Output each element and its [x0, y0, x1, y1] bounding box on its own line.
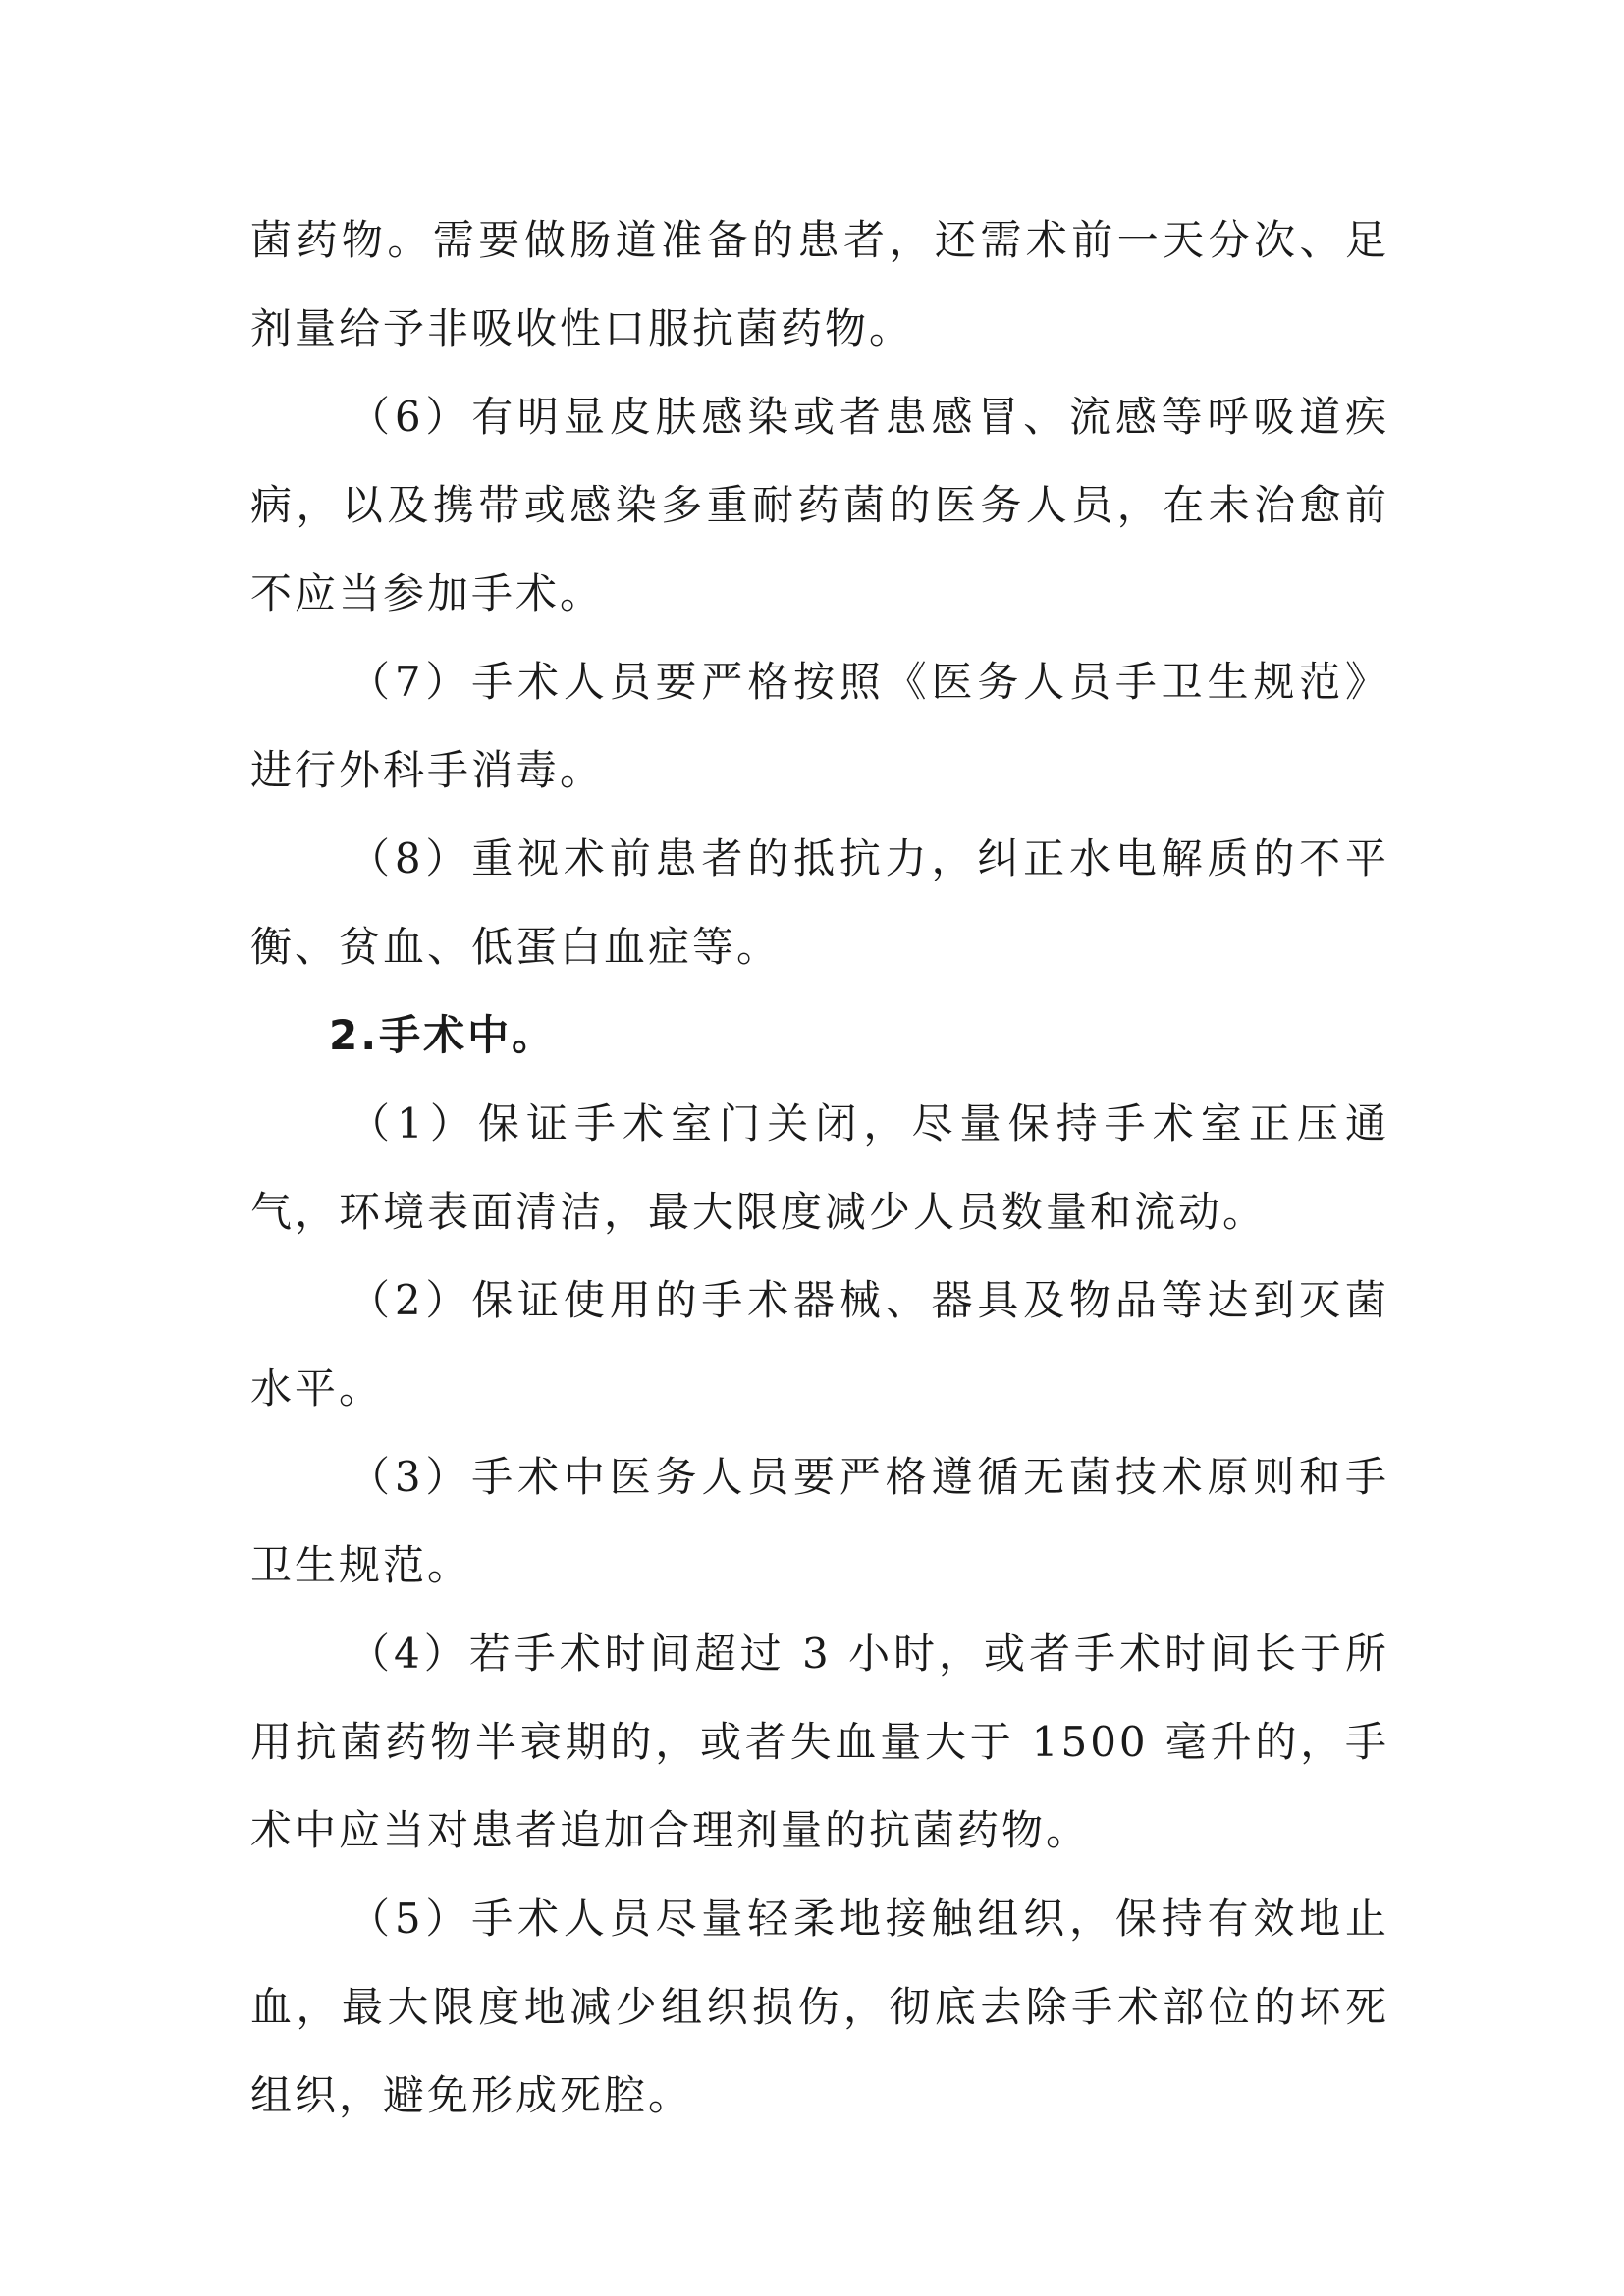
paragraph-item-8: （8）重视术前患者的抵抗力，纠正水电解质的不平衡、贫血、低蛋白血症等。 — [250, 834, 1389, 971]
document-body — [250, 196, 1389, 2140]
paragraph-item-2: （2）保证使用的手术器械、器具及物品等达到灭菌水平。 — [250, 1276, 1389, 1413]
paragraph-item-5: （5）手术人员尽量轻柔地接触组织，保持有效地止血，最大限度地减少组织损伤，彻底去除手术部位的坏死组织，避免形成死腔。 — [250, 1895, 1389, 2119]
section-heading-intraoperative: 2.手术中。 — [329, 1011, 557, 1059]
paragraph-item-7: （7）手术人员要严格按照《医务人员手卫生规范》进行外科手消毒。 — [250, 658, 1389, 794]
paragraph-item-1: （1）保证手术室门关闭，尽量保持手术室正压通气，环境表面清洁，最大限度减少人员数量和流动。 — [250, 1099, 1389, 1236]
paragraph-item-4: （4）若手术时间超过 3 小时，或者手术时间长于所用抗菌药物半衰期的，或者失血量大于 1500 毫升的，手术中应当对患者追加合理剂量的抗菌药物。 — [250, 1629, 1389, 1854]
paragraph-continuation: 菌药物。需要做肠道准备的患者，还需术前一天分次、足剂量给予非吸收性口服抗菌药物。 — [250, 216, 1389, 352]
paragraph-item-6: （6）有明显皮肤感染或者患感冒、流感等呼吸道疾病，以及携带或感染多重耐药菌的医务人员，在未治愈前不应当参加手术。 — [250, 393, 1389, 617]
paragraph-item-3: （3）手术中医务人员要严格遵循无菌技术原则和手卫生规范。 — [250, 1453, 1389, 1589]
